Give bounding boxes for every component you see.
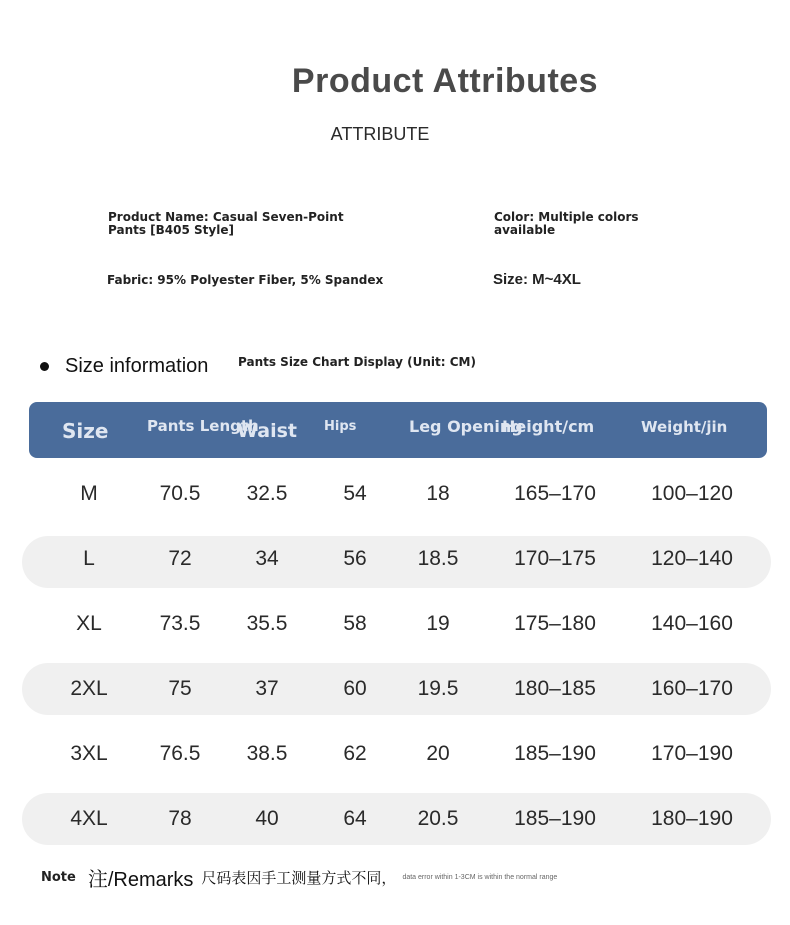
page-subtitle: ATTRIBUTE [330,124,430,144]
cell-size: 3XL [70,742,108,765]
cell-pants-length: 73.5 [159,612,201,635]
cell-weight: 140–160 [651,612,733,635]
cell-waist: 37 [255,677,279,700]
cell-leg-opening: 20 [426,742,450,765]
cell-hips: 56 [343,547,367,570]
bullet-icon [40,362,49,371]
cell-weight: 120–140 [651,547,733,570]
cell-waist: 38.5 [246,742,288,765]
header-leg-opening: Leg Opening [409,417,523,436]
cell-height: 180–185 [514,677,596,700]
cell-size: 2XL [70,677,108,700]
cell-size: 4XL [70,807,108,830]
cell-waist: 32.5 [246,482,288,505]
size-info-heading [40,355,208,378]
cell-height: 185–190 [514,807,596,830]
cell-weight: 100–120 [651,482,733,505]
cell-hips: 64 [343,807,367,830]
header-height: Height/cm [502,417,595,436]
cell-weight: 160–170 [651,677,733,700]
cell-leg-opening: 18 [426,482,450,505]
size-info-label: Size information [65,355,209,377]
attribute-color: Color: Multiple colors available [494,210,639,237]
remarks-text: 尺码表因手工测量方式不同， [201,870,397,887]
cell-leg-opening: 19.5 [417,677,459,700]
cell-height: 170–175 [514,547,596,570]
cell-weight: 180–190 [651,807,733,830]
header-pants-length: Pants Length [147,417,259,435]
header-weight: Weight/jin [641,418,728,436]
cell-pants-length: 70.5 [159,482,201,505]
note-line [41,863,557,892]
cell-pants-length: 76.5 [159,742,201,765]
page-title: Product Attributes [291,62,599,100]
cell-pants-length: 75 [168,677,192,700]
cell-size: XL [76,612,102,635]
cell-hips: 54 [343,482,367,505]
cell-weight: 170–190 [651,742,733,765]
cell-height: 185–190 [514,742,596,765]
note-label: Note [41,870,76,885]
cell-hips: 58 [343,612,367,635]
cell-pants-length: 72 [168,547,192,570]
cell-waist: 34 [255,547,279,570]
remarks-label: 注/Remarks [87,869,194,891]
cell-waist: 35.5 [246,612,288,635]
attribute-size: Size: M~4XL [493,271,581,288]
cell-size: L [83,547,95,570]
chart-caption: Pants Size Chart Display (Unit: CM) [238,355,476,369]
cell-height: 175–180 [514,612,596,635]
cell-size: M [80,482,98,505]
header-waist: Waist [237,420,298,442]
attribute-product-name: Product Name: Casual Seven-Point Pants [B405 Style] [108,210,344,237]
header-size: Size [62,419,109,443]
cell-leg-opening: 20.5 [417,807,459,830]
cell-leg-opening: 19 [426,612,450,635]
attribute-fabric: Fabric: 95% Polyester Fiber, 5% Spandex [107,273,384,287]
cell-waist: 40 [255,807,279,830]
cell-hips: 62 [343,742,367,765]
header-hips: Hips [324,419,357,434]
cell-height: 165–170 [514,482,596,505]
cell-leg-opening: 18.5 [417,547,459,570]
remarks-fine-print: data error within 1-3CM is within the normal range [402,874,558,881]
cell-pants-length: 78 [168,807,192,830]
cell-hips: 60 [343,677,367,700]
